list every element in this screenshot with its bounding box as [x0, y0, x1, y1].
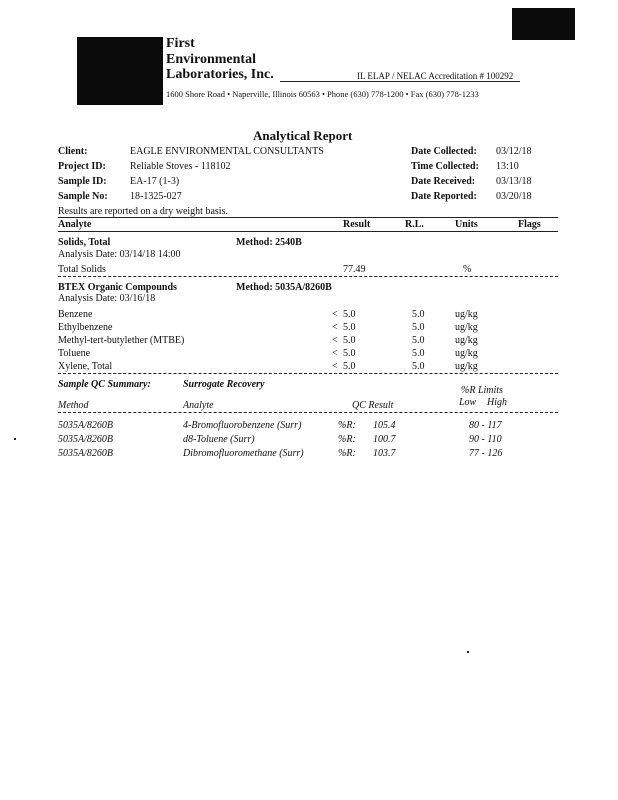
section-method-btex: Method: 5035A/8260B — [236, 282, 332, 293]
analyte-result: 5.0 — [343, 361, 356, 372]
qc-row-result: 100.7 — [373, 434, 396, 445]
qc-row-analyte: d8-Toluene (Surr) — [183, 434, 255, 445]
company-name-line1: First — [166, 36, 195, 51]
section-name-solids: Solids, Total — [58, 237, 111, 248]
col-header-units: Units — [455, 219, 478, 230]
qc-limits-header: %R Limits — [461, 385, 503, 396]
qc-result-header: QC Result — [352, 400, 394, 411]
qc-title: Sample QC Summary: — [58, 379, 151, 390]
date-received-label: Date Received: — [411, 176, 476, 187]
qc-row-prefix: %R: — [338, 420, 356, 431]
sample-id-label: Sample ID: — [58, 176, 107, 187]
analyte-rl: 5.0 — [412, 309, 425, 320]
row-dashed-rule — [58, 276, 558, 277]
company-name-line2: Environmental — [166, 52, 256, 67]
sample-no-value: 18-1325-027 — [130, 191, 182, 202]
company-logo-redaction — [77, 37, 163, 105]
qc-row-result: 103.7 — [373, 448, 396, 459]
column-header-rule — [58, 231, 558, 232]
row-dashed-rule — [58, 373, 558, 374]
qc-row-limits: 90 - 110 — [469, 434, 502, 445]
analyte-units: ug/kg — [455, 348, 478, 359]
time-collected-label: Time Collected: — [411, 161, 479, 172]
accreditation-text: IL ELAP / NELAC Accreditation # 100292 — [357, 71, 514, 81]
date-reported-label: Date Reported: — [411, 191, 477, 202]
qc-row-prefix: %R: — [338, 434, 356, 445]
qc-subtitle: Surrogate Recovery — [183, 379, 265, 390]
analyte-units: ug/kg — [455, 322, 478, 333]
qc-analyte-header: Analyte — [183, 400, 214, 411]
analyte-result: 5.0 — [343, 335, 356, 346]
section-analysis-date-solids: Analysis Date: 03/14/18 14:00 — [58, 249, 181, 260]
date-collected-label: Date Collected: — [411, 146, 477, 157]
analyte-result: 5.0 — [343, 348, 356, 359]
date-received-value: 03/13/18 — [496, 176, 532, 187]
analyte-units: ug/kg — [455, 335, 478, 346]
company-name-line3: Laboratories, Inc. — [166, 67, 274, 82]
section-method-solids: Method: 2540B — [236, 237, 302, 248]
col-header-rl: R.L. — [405, 219, 424, 230]
date-collected-value: 03/12/18 — [496, 146, 532, 157]
section-name-btex: BTEX Organic Compounds — [58, 282, 177, 293]
analyte-qualifier: < — [332, 309, 338, 320]
analyte-units: ug/kg — [455, 309, 478, 320]
redaction-block-top-right — [512, 8, 575, 40]
sample-no-label: Sample No: — [58, 191, 108, 202]
col-header-result: Result — [343, 219, 371, 230]
analyte-result: 5.0 — [343, 309, 356, 320]
header-divider — [58, 217, 558, 218]
project-label: Project ID: — [58, 161, 106, 172]
analyte-qualifier: < — [332, 361, 338, 372]
qc-high-header: High — [487, 397, 507, 408]
scan-speck — [14, 438, 16, 440]
analyte-rl: 5.0 — [412, 335, 425, 346]
analyte-name: Methyl-tert-butylether (MTBE) — [58, 335, 185, 346]
analyte-name: Benzene — [58, 309, 93, 320]
col-header-analyte: Analyte — [58, 219, 92, 230]
col-header-flags: Flags — [518, 219, 541, 230]
qc-header-rule — [58, 412, 558, 413]
analyte-qualifier: < — [332, 335, 338, 346]
analyte-result: 5.0 — [343, 322, 356, 333]
client-label: Client: — [58, 146, 88, 157]
qc-row-analyte: 4-Bromofluorobenzene (Surr) — [183, 420, 302, 431]
scan-speck — [467, 651, 469, 653]
letterhead-rule — [280, 81, 520, 82]
analyte-units: % — [463, 264, 472, 275]
qc-row-result: 105.4 — [373, 420, 396, 431]
time-collected-value: 13:10 — [496, 161, 519, 172]
qc-row-limits: 77 - 126 — [469, 448, 503, 459]
date-reported-value: 03/20/18 — [496, 191, 532, 202]
analyte-rl: 5.0 — [412, 361, 425, 372]
analyte-rl: 5.0 — [412, 348, 425, 359]
analyte-name: Total Solids — [58, 264, 106, 275]
client-value: EAGLE ENVIRONMENTAL CONSULTANTS — [130, 146, 324, 157]
qc-method-header: Method — [58, 400, 89, 411]
analyte-name: Xylene, Total — [58, 361, 113, 372]
analyte-qualifier: < — [332, 348, 338, 359]
analyte-units: ug/kg — [455, 361, 478, 372]
company-address: 1600 Shore Road • Naperville, Illinois 60563 • Phone (630) 778-1200 • Fax (630) 778-1233 — [166, 89, 479, 99]
analyte-rl: 5.0 — [412, 322, 425, 333]
qc-row-method: 5035A/8260B — [58, 434, 113, 445]
qc-row-method: 5035A/8260B — [58, 448, 113, 459]
basis-note: Results are reported on a dry weight basis. — [58, 206, 228, 217]
analyte-qualifier: < — [332, 322, 338, 333]
qc-row-limits: 80 - 117 — [469, 420, 502, 431]
sample-id-value: EA-17 (1-3) — [130, 176, 180, 187]
qc-row-prefix: %R: — [338, 448, 356, 459]
analyte-name: Toluene — [58, 348, 91, 359]
analyte-result: 77.49 — [343, 264, 366, 275]
qc-row-method: 5035A/8260B — [58, 420, 113, 431]
section-analysis-date-btex: Analysis Date: 03/16/18 — [58, 293, 156, 304]
analyte-name: Ethylbenzene — [58, 322, 113, 333]
qc-row-analyte: Dibromofluoromethane (Surr) — [183, 448, 304, 459]
project-value: Reliable Stoves - 118102 — [130, 161, 231, 172]
report-title: Analytical Report — [253, 128, 353, 143]
qc-low-header: Low — [459, 397, 477, 408]
